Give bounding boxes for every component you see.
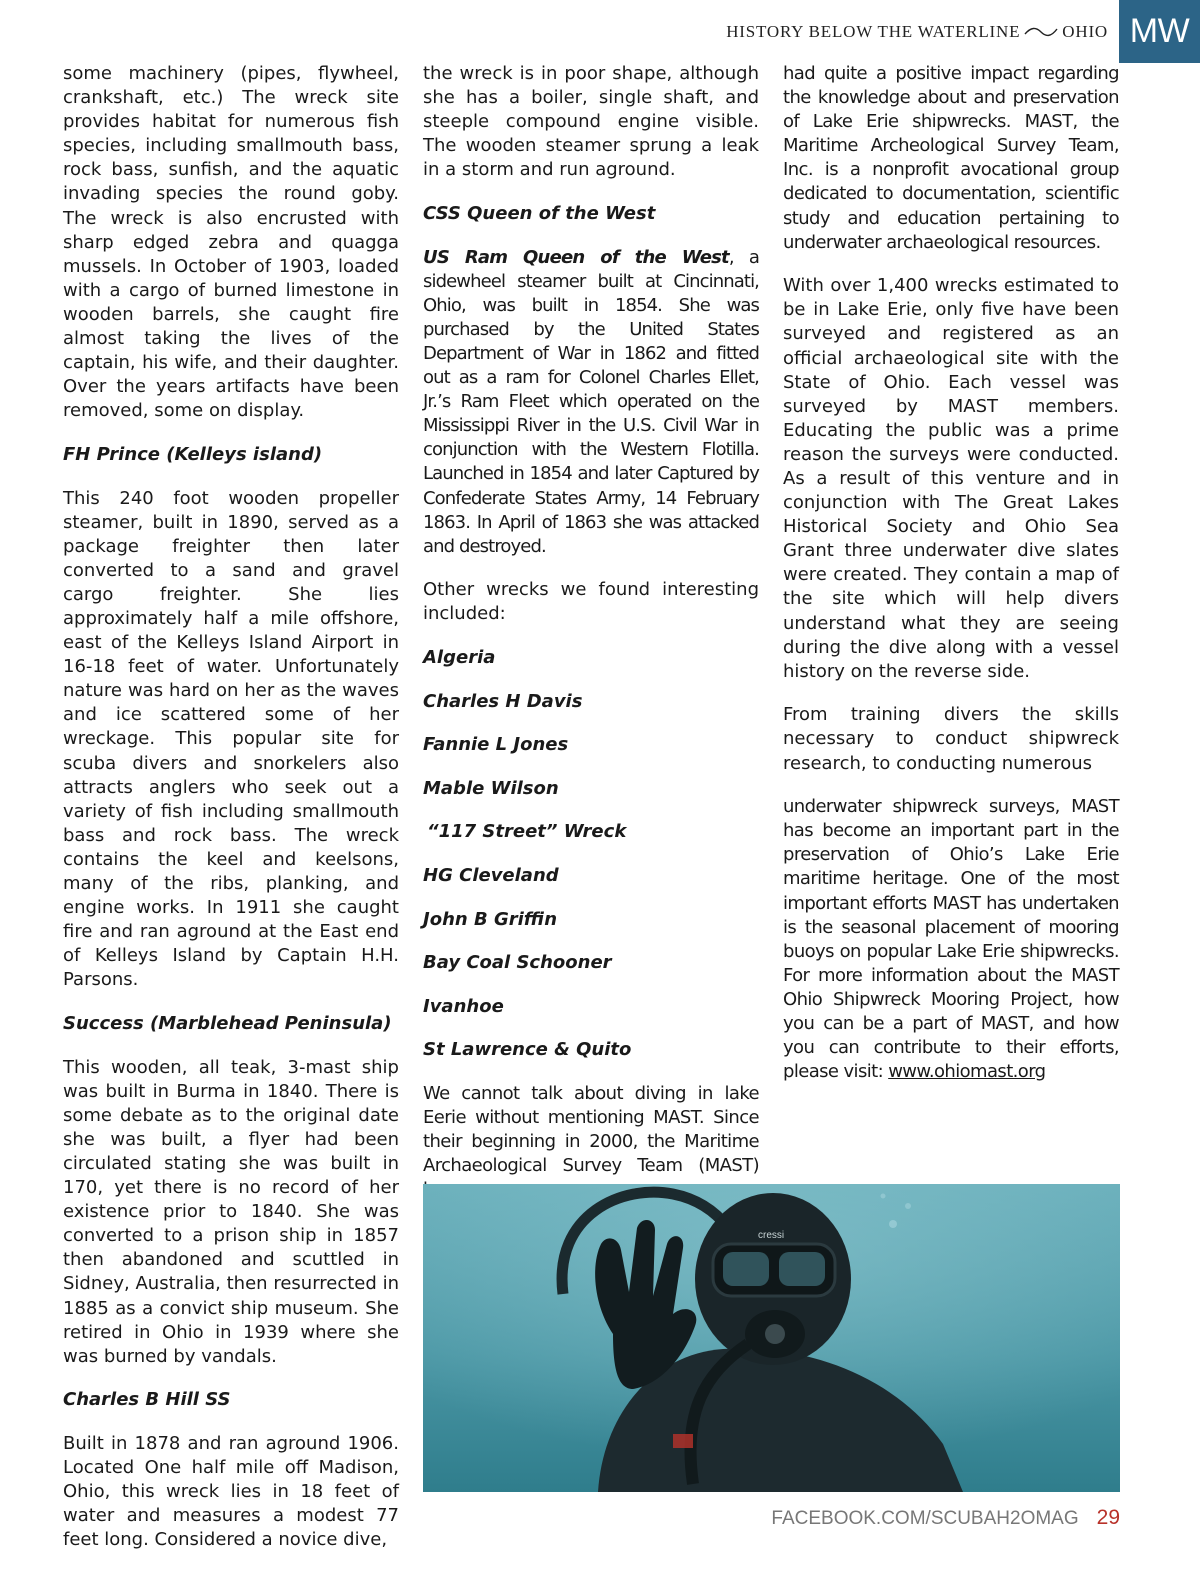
body-paragraph: Built in 1878 and ran aground 1906. Located One half mile off Madison, Ohio, this wreck lies in 18 feet of water and measures a modest 77 feet long. Considered a novice dive, xyxy=(63,1432,399,1551)
wreck-list-item: Bay Coal Schooner xyxy=(423,952,612,974)
wreck-list-item: John B Griffin xyxy=(423,908,558,930)
section-title: HISTORY BELOW THE WATERLINE xyxy=(726,22,1021,41)
wreck-list-item: Mable Wilson xyxy=(423,777,559,799)
column-3 xyxy=(783,62,1119,1104)
body-paragraph xyxy=(423,246,759,559)
region-title: OHIO xyxy=(1062,22,1108,41)
wreck-list-item: Charles H Davis xyxy=(423,690,583,712)
body-paragraph: some machinery (pipes, flywheel, crankshaft, etc.) The wreck site provides habitat for numerous fish species, including smallmouth bass, rock bass, sunfish, and the aquatic invading species the round goby. The wreck is also encrusted with sharp edged zebra and quagga mussels. In October of 1903, loaded with a cargo of burned limestone in wooden barrels, she caught fire almost taking the lives of the captain, his wife, and their daughter. Over the years artifacts have been removed, some on display. xyxy=(63,63,399,422)
wave-icon xyxy=(1024,25,1058,39)
section-badge: MW xyxy=(1119,0,1200,63)
wreck-list-item: Fannie L Jones xyxy=(423,734,569,756)
page-footer xyxy=(771,1506,1120,1530)
body-paragraph: With over 1,400 wrecks estimated to be in Lake Erie, only five have been surveyed and registered as an official archaeological site with the State of Ohio. Each vessel was surveyed by MAST members. Educating the public was a prime reason the surveys were conducted. As a result of this venture and in conjunction with The Great Lakes Historical Society and Ohio Sea Grant three underwater dive slates were created. They contain a map of the site which will help divers understand what they are seeing during the dive along with a vessel history on the reverse side. xyxy=(783,275,1119,682)
diver-photo xyxy=(423,1184,1120,1492)
body-paragraph: This wooden, all teak, 3-mast ship was built in Burma in 1840. There is some debate as to the original date she was built, a flyer had been circulated stating she was built in 170, yet there is no record of her existence prior to 1840. She was converted to a prison ship in 1857 then abandoned and scuttled in Sidney, Australia, then resurrected in 1885 as a convict ship museum. She retired in Ohio in 1939 where she was burned by vandals. xyxy=(63,1056,399,1367)
run-in-heading: US Ram Queen of the West xyxy=(423,246,729,268)
running-header xyxy=(726,22,1108,42)
run-in-body: , a sidewheel steamer built at Cincinnati, Ohio, was built in 1854. She was purchased by the United States Department of War in 1862 and fitted out as a ram for Colonel Charles Ellet, Jr.’s Ram Fleet which operated on the Mississippi River in the U.S. Civil War in conjunction with the Western Flotilla. Launched in 1854 and later Captured by Confederate States Army, 14 February 1863. In April of 1863 she was attacked and destroyed. xyxy=(423,246,759,557)
wreck-heading: FH Prince (Kelleys island) xyxy=(63,443,323,465)
wreck-heading: CSS Queen of the West xyxy=(423,202,656,224)
wreck-list-item: “117 Street” Wreck xyxy=(427,821,627,843)
column-1 xyxy=(63,62,399,1572)
page-number: 29 xyxy=(1096,1506,1120,1529)
wreck-heading: Success (Marblehead Peninsula) xyxy=(63,1012,392,1034)
body-paragraph: From training divers the skills necessary to conduct shipwreck research, to conducting numerous xyxy=(783,704,1119,774)
mask-brand-text: cressi xyxy=(758,1230,785,1241)
diver-illustration xyxy=(423,1184,1120,1492)
mast-website-link[interactable]: www.ohiomast.org xyxy=(888,1061,1046,1083)
wreck-list-item: Ivanhoe xyxy=(423,995,504,1017)
body-paragraph: This 240 foot wooden propeller steamer, built in 1890, served as a package freighter then later converted to a sand and gravel cargo freighter. She lies approximately half a mile offshore, east of the Kelleys Island Airport in 16-18 feet of water. Unfortunately nature was hard on her as the waves and ice scattered some of her wreckage. This popular site for scuba divers and snorkelers also attracts anglers who seek out a variety of fish including smallmouth bass and rock bass. The wreck contains the keel and keelsons, many of the ribs, planking, and engine works. In 1911 she caught fire and ran aground at the East end of Kelleys Island by Captain H.H. Parsons. xyxy=(63,487,399,991)
wreck-heading: Charles B Hill SS xyxy=(63,1389,231,1411)
body-paragraph: had quite a positive impact regarding the knowledge about and preservation of Lake Erie shipwrecks. MAST, the Maritime Archeological Survey Team, Inc. is a nonprofit avocational group dedicated to documentation, scientific study and education pertaining to underwater archaeological resources. xyxy=(783,63,1119,253)
wreck-list-item: St Lawrence & Quito xyxy=(423,1039,632,1061)
column-2 xyxy=(423,62,759,1222)
body-paragraph xyxy=(783,795,1119,1084)
wreck-list-item: Algeria xyxy=(423,646,496,668)
footer-site: FACEBOOK.COM/SCUBAH2OMAG xyxy=(771,1508,1079,1529)
body-paragraph: We cannot talk about diving in lake Eerie without mentioning MAST. Since their beginning in 2000, the Maritime Archaeological Survey Team (MAST) xyxy=(423,1082,759,1177)
body-paragraph: Other wrecks we found interesting included: xyxy=(423,579,759,625)
wreck-list-item: HG Cleveland xyxy=(423,864,559,886)
body-paragraph: the wreck is in poor shape, although she has a boiler, single shaft, and steeple compound engine visible. The wooden steamer sprung a leak in a storm and run aground. xyxy=(423,63,759,181)
closing-text: underwater shipwreck surveys, MAST has become an important part in the preservation of Ohio’s Lake Erie maritime heritage. One of the most important efforts MAST has undertaken is the seasonal placement of mooring buoys on popular Lake Erie shipwrecks. For more information about the MAST Ohio Shipwreck Mooring Project, how you can be a part of MAST, and how you can contribute to their efforts, please visit: xyxy=(783,796,1119,1083)
